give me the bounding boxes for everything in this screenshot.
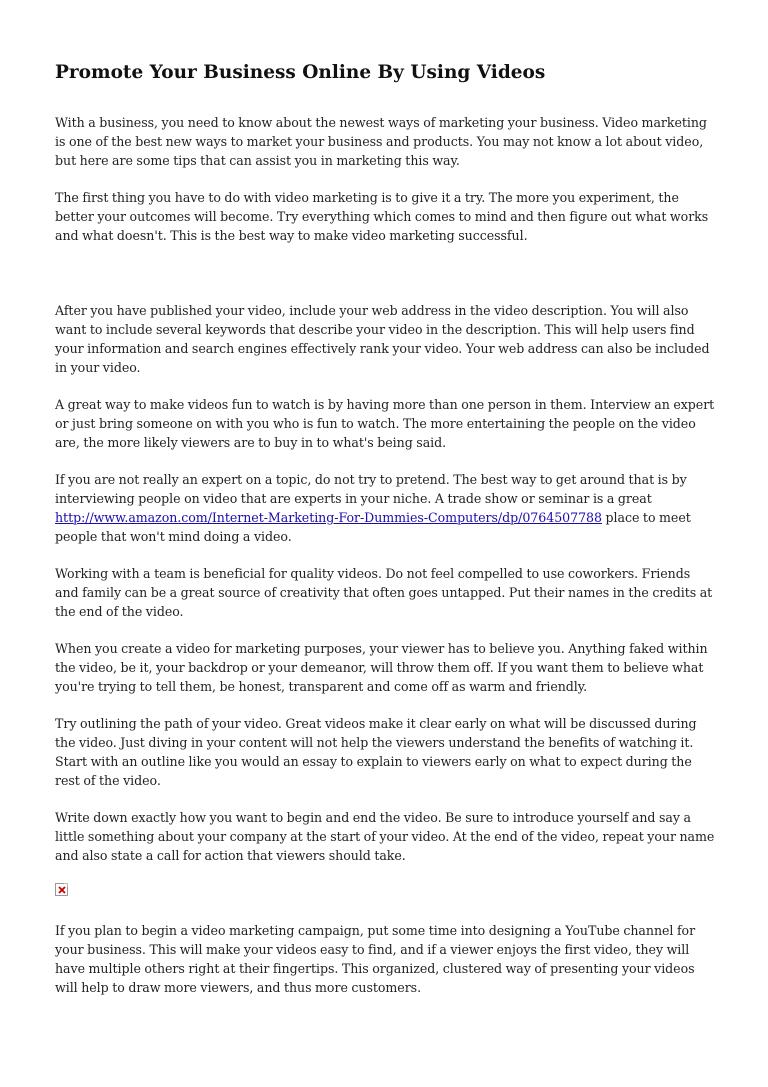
broken-image-icon (55, 883, 69, 897)
amazon-link[interactable]: http://www.amazon.com/Internet-Marketing-For-Dummies-Computers/dp/0764507788 (55, 510, 602, 525)
paragraph-expert (55, 470, 715, 546)
paragraph-first-thing: The first thing you have to do with video marketing is to give it a try. The more you experiment, the better your outcomes will become. Try everything which comes to mind and then figure out what works and what doesn't. This is the best way to make video marketing successful. (55, 190, 709, 243)
paragraph-outline: Try outlining the path of your video. Great videos make it clear early on what will be discussed during the video. Just diving in your content will not help the viewers understand the benefits of watching it. Start with an outline like you would an essay to explain to viewers early on what to expect during the rest of the video. (55, 716, 697, 788)
paragraph-begin-end: Write down exactly how you want to begin and end the video. Be sure to introduce yourself and say a little something about your company at the start of your video. At the end of the video, repeat your name and also state a call for action that viewers should take. (55, 810, 715, 863)
paragraph-web-address: After you have published your video, include your web address in the video description. You will also want to include several keywords that describe your video in the description. This will help users find your information and search engines effectively rank your video. Your web address can also be included in your video. (55, 303, 710, 375)
paragraph-youtube-channel: If you plan to begin a video marketing campaign, put some time into designing a YouTube channel for your business. This will make your videos easy to find, and if a viewer enjoys the first video, they will have multiple others right at their fingertips. This organized, clustered way of presenting your videos will help to draw more viewers, and thus more customers. (55, 923, 696, 995)
document-page (55, 60, 715, 1015)
paragraph-fun-videos: A great way to make videos fun to watch is by having more than one person in them. Interview an expert or just bring someone on with you who is fun to watch. The more entertaining the people on the video are, the more likely viewers are to buy in to what's being said. (55, 397, 715, 450)
paragraph-intro: With a business, you need to know about the newest ways of marketing your business. Video marketing is one of the best new ways to market your business and products. You may not know a lot about video, but here are some tips that can assist you in marketing this way. (55, 115, 707, 168)
expert-text-before-link: If you are not really an expert on a topic, do not try to pretend. The best way to get around that is by interviewing people on video that are experts in your niche. A trade show or seminar is a great (55, 472, 687, 506)
page-title: Promote Your Business Online By Using Videos (55, 62, 546, 83)
paragraph-team: Working with a team is beneficial for quality videos. Do not feel compelled to use coworkers. Friends and family can be a great source of creativity that often goes untapped. Put their names in the credits at the end of the video. (55, 566, 713, 619)
expert-text-after-link: place to meet people that won't mind doing a video. (55, 510, 691, 544)
paragraph-believe: When you create a video for marketing purposes, your viewer has to believe you. Anything faked within the video, be it, your backdrop or your demeanor, will throw them off. If you want them to believe what you're trying to tell them, be honest, transparent and come off as warm and friendly. (55, 641, 708, 694)
